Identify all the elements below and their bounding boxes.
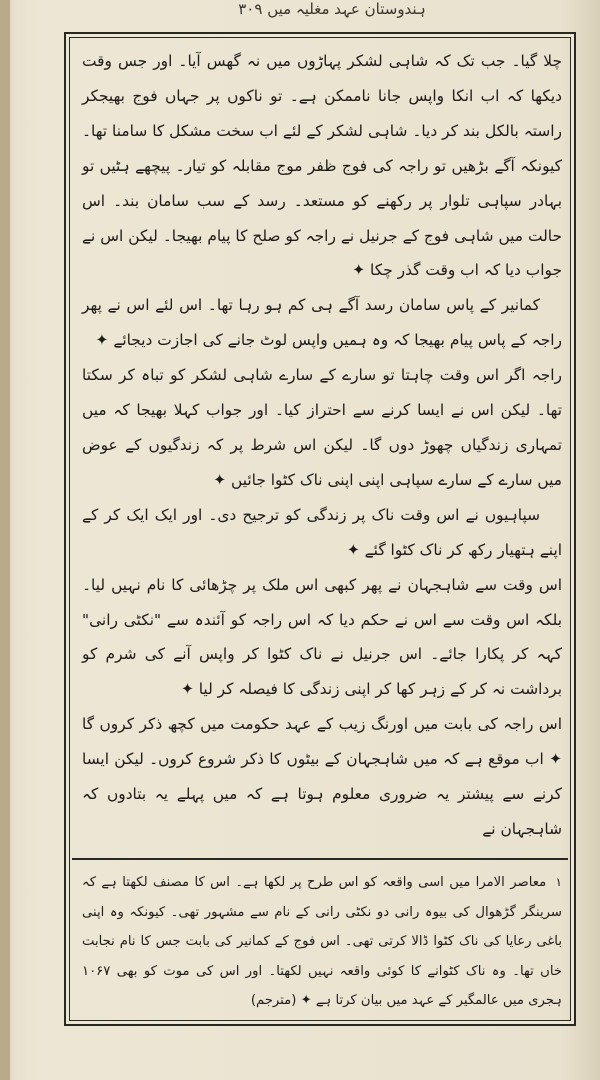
page-number: ۳۰۹ — [238, 0, 263, 18]
footnote-credit: (مترجم) — [250, 993, 297, 1008]
paragraph: اس وقت سے شاہجہان نے پھر کبھی اس ملک پر چڑھائی کا نام نہیں لیا۔ بلکہ اس وقت سے اس نے حکم دیا کہ اس راجہ کو آئندہ سے "نکٹی رانی" کہہ کر پکارا جائے۔ اس جرنیل نے ناک کٹوا کر واپس آنے کی شرم کو برداشت نہ کر کے زہر کھا کر اپنی زندگی کا فیصلہ کر لیا ✦ — [82, 575, 562, 699]
main-text — [82, 44, 562, 852]
paragraph: چلا گیا۔ جب تک کہ شاہی لشکر پہاڑوں میں نہ گھس آیا۔ اور جس وقت دیکھا کہ اب انکا واپس جانا ناممکن ہے۔ تو ناکوں پر جہاں فوج بھیجکر راستہ بالکل بند کر دیا۔ شاہی لشکر کے لئے اب سخت مشکل کا سامنا تھا۔ کیونکہ آگے بڑھیں تو راجہ کی فوج ظفر موج مقابلہ کو تیار۔ پیچھے ہٹیں تو بہادر سپاہی تلوار پر رکھنے کو مستعد۔ رسد کے سب سامان بند۔ اس حالت میں شاہی فوج کے جرنیل نے راجہ کو صلح کا پیام بھیجا۔ لیکن اس نے جواب دیا کہ اب وقت گذر چکا ✦ — [82, 52, 562, 280]
paragraph: اس راجہ کی بابت میں اورنگ زیب کے عہد حکومت میں کچھ ذکر کروں گا ✦ اب موقع ہے کہ میں شاہجہان کے بیٹوں کا ذکر شروع کروں۔ لیکن ایسا کرنے سے پیشتر یہ ضروری معلوم ہوتا ہے کہ میں پہلے یہ بتادوں کہ شاہجہان نے — [82, 715, 562, 838]
footnote-text: معاصر الامرا میں اسی واقعہ کو اس طرح پر لکھا ہے۔ اس کا مصنف لکھتا ہے کہ سرینگر گڑھوال کی بیوہ رانی دو نکٹی رانی کے نام سے مشہور تھی۔ کیونکہ وہ اپنی باغی رعایا کی ناک کٹوا ڈالا کرتی تھی۔ اس فوج کے کمانیر کی بابت جس کا نام نجابت خاں تھا۔ وہ ناک کٹوانے کا کوئی واقعہ نہیں لکھتا۔ اور اس کی موت کو بھی ۱۰۶۷ ہجری میں عالمگیر کے عہد میں بیان کرتا ہے ✦ — [82, 875, 562, 1008]
paragraph: کمانیر کے پاس سامان رسد آگے ہی کم ہو رہا تھا۔ اس لئے اس نے پھر راجہ کے پاس پیام بھیجا کہ وہ ہمیں واپس لوٹ جانے کی اجازت دیجائے ✦ — [82, 296, 562, 350]
paragraph: سپاہیوں نے اس وقت ناک پر زندگی کو ترجیح دی۔ اور ایک ایک کر کے اپنے ہتھیار رکھ کر ناک کٹوا گئے ✦ — [82, 505, 562, 559]
running-title: ہندوستان عہد مغلیہ میں — [267, 0, 426, 18]
footnote-marker: ۱ — [555, 875, 562, 889]
footnote-divider — [72, 858, 568, 860]
footnote — [82, 868, 562, 1018]
binding-edge — [0, 0, 10, 1080]
paragraph: راجہ اگر اس وقت چاہتا تو سارے کے سارے شاہی لشکر کو تباہ کر سکتا تھا۔ لیکن اس نے ایسا کرنے سے احتراز کیا۔ اور جواب کہلا بھیجا کہ میں تمہاری زندگیاں چھوڑ دوں گا۔ لیکن اس شرط پر کہ زندگیوں کے عوض میں سارے کے سارے سپاہی اپنی اپنی ناک کٹوا جائیں ✦ — [82, 366, 562, 489]
running-header — [90, 0, 550, 28]
